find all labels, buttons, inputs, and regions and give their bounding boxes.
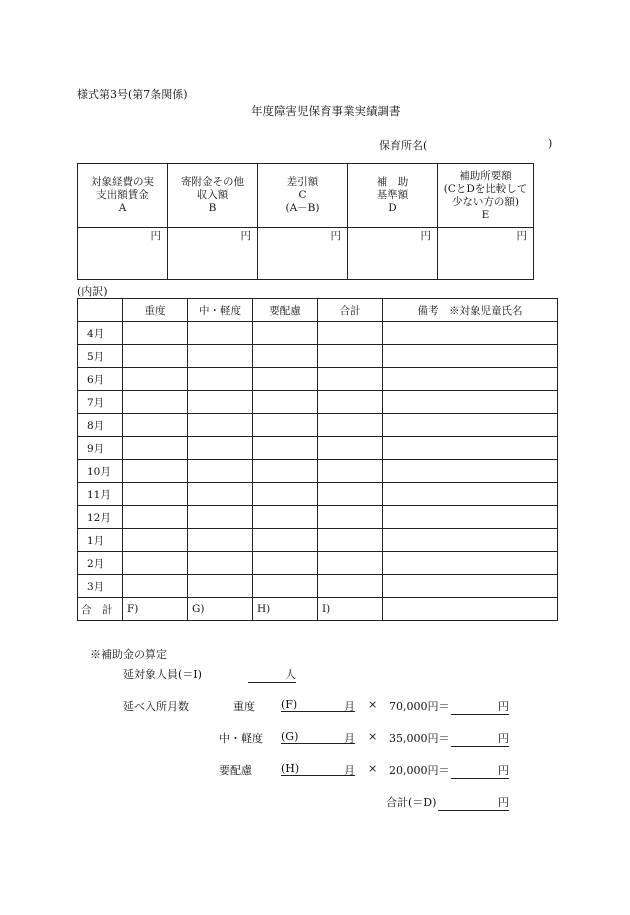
month-cell-mild[interactable]: [188, 391, 253, 414]
month-label: 2月: [78, 552, 123, 575]
month-label: 12月: [78, 506, 123, 529]
grand-total-label: 合計(＝D): [386, 796, 437, 809]
month-cell-total[interactable]: [318, 322, 383, 345]
header-col-d: 補 助 基準額 D: [348, 164, 438, 228]
month-cell-mild[interactable]: [188, 368, 253, 391]
month-label: 5月: [78, 345, 123, 368]
month-cell-mild[interactable]: [188, 460, 253, 483]
month-label: 6月: [78, 368, 123, 391]
month-label: 7月: [78, 391, 123, 414]
month-cell-total[interactable]: [318, 414, 383, 437]
facility-name-label: 保育所名(: [379, 139, 428, 152]
breakdown-label: (内訳): [77, 285, 108, 298]
month-cell-remarks[interactable]: [383, 552, 558, 575]
month-cell-special-care[interactable]: [253, 345, 318, 368]
month-cell-special-care[interactable]: [253, 437, 318, 460]
month-cell-total[interactable]: [318, 552, 383, 575]
month-cell-mild[interactable]: [188, 552, 253, 575]
month-cell-severe[interactable]: [123, 345, 188, 368]
month-cell-remarks[interactable]: [383, 460, 558, 483]
calc-field-special-care[interactable]: (H) 月: [281, 762, 355, 777]
month-cell-remarks[interactable]: [383, 414, 558, 437]
calc-category-severe: 重度: [233, 700, 255, 713]
rate-special-care: 20,000円＝: [389, 764, 450, 777]
header-total: 合計: [318, 299, 383, 322]
calc-heading: ※補助金の算定: [90, 648, 167, 661]
header-severe: 重度: [123, 299, 188, 322]
month-cell-remarks[interactable]: [383, 345, 558, 368]
month-cell-special-care[interactable]: [253, 483, 318, 506]
month-cell-mild[interactable]: [188, 345, 253, 368]
month-cell-severe[interactable]: [123, 460, 188, 483]
month-label: 4月: [78, 322, 123, 345]
month-cell-special-care[interactable]: [253, 322, 318, 345]
month-cell-total[interactable]: [318, 529, 383, 552]
month-row: [78, 391, 558, 414]
month-cell-severe[interactable]: [123, 529, 188, 552]
times-sign: ×: [368, 698, 378, 711]
month-row: [78, 552, 558, 575]
monthly-detail-table: [77, 298, 558, 621]
amount-mild[interactable]: 円: [451, 730, 509, 747]
month-cell-total[interactable]: [318, 483, 383, 506]
month-cell-total[interactable]: [318, 437, 383, 460]
calc-category-mild: 中・軽度: [219, 732, 263, 745]
grand-total-field[interactable]: 円: [438, 794, 509, 811]
month-cell-special-care[interactable]: [253, 552, 318, 575]
month-cell-special-care[interactable]: [253, 368, 318, 391]
month-cell-mild[interactable]: [188, 437, 253, 460]
month-label: 3月: [78, 575, 123, 598]
month-cell-special-care[interactable]: [253, 391, 318, 414]
month-cell-severe[interactable]: [123, 575, 188, 598]
month-cell-special-care[interactable]: [253, 506, 318, 529]
month-cell-severe[interactable]: [123, 483, 188, 506]
form-number-label: 様式第3号(第7条関係): [77, 88, 188, 101]
month-cell-mild[interactable]: [188, 506, 253, 529]
total-total[interactable]: I): [318, 598, 383, 621]
persons-field[interactable]: [248, 666, 296, 683]
month-cell-severe[interactable]: [123, 552, 188, 575]
value-cell-b[interactable]: 円: [168, 228, 258, 280]
value-cell-e[interactable]: 円: [438, 228, 534, 280]
facility-name-close: ): [548, 137, 553, 150]
month-row: [78, 437, 558, 460]
month-row: [78, 506, 558, 529]
value-cell-d[interactable]: 円: [348, 228, 438, 280]
month-row: [78, 414, 558, 437]
month-cell-total[interactable]: [318, 460, 383, 483]
header-col-b: 寄附金その他 収入額 B: [168, 164, 258, 228]
month-cell-remarks[interactable]: [383, 391, 558, 414]
calc-field-severe[interactable]: (F) 月: [281, 698, 355, 713]
total-label: 合 計: [78, 598, 123, 621]
header-blank: [78, 299, 123, 322]
summary-table: [77, 163, 534, 280]
persons-unit: 人: [285, 668, 296, 681]
month-row: [78, 460, 558, 483]
month-label: 10月: [78, 460, 123, 483]
total-special-care[interactable]: H): [253, 598, 318, 621]
month-cell-mild[interactable]: [188, 529, 253, 552]
total-mild[interactable]: G): [188, 598, 253, 621]
month-label: 1月: [78, 529, 123, 552]
month-cell-remarks[interactable]: [383, 437, 558, 460]
month-cell-remarks[interactable]: [383, 322, 558, 345]
total-severe[interactable]: F): [123, 598, 188, 621]
month-cell-severe[interactable]: [123, 368, 188, 391]
header-col-a: 対象経費の実 支出額賃金 A: [78, 164, 168, 228]
value-cell-c[interactable]: 円: [258, 228, 348, 280]
month-cell-special-care[interactable]: [253, 575, 318, 598]
month-cell-remarks[interactable]: [383, 483, 558, 506]
month-row: [78, 368, 558, 391]
month-cell-special-care[interactable]: [253, 414, 318, 437]
month-row: [78, 322, 558, 345]
total-row: [78, 598, 558, 621]
header-special-care: 要配慮: [253, 299, 318, 322]
month-cell-severe[interactable]: [123, 322, 188, 345]
month-cell-total[interactable]: [318, 391, 383, 414]
month-cell-remarks[interactable]: [383, 506, 558, 529]
amount-severe[interactable]: 円: [451, 698, 509, 715]
month-cell-severe[interactable]: [123, 437, 188, 460]
month-cell-total[interactable]: [318, 575, 383, 598]
header-col-c: 差引額 C (A－B): [258, 164, 348, 228]
month-cell-remarks[interactable]: [383, 575, 558, 598]
month-cell-total[interactable]: [318, 368, 383, 391]
month-label: 11月: [78, 483, 123, 506]
header-mild: 中・軽度: [188, 299, 253, 322]
month-cell-remarks[interactable]: [383, 368, 558, 391]
month-row: [78, 345, 558, 368]
month-cell-total[interactable]: [318, 506, 383, 529]
rate-severe: 70,000円＝: [389, 700, 450, 713]
amount-special-care[interactable]: 円: [451, 762, 509, 779]
month-label: 9月: [78, 437, 123, 460]
header-col-e: 補助所要額 (CとDを比較して 少ない方の額) E: [438, 164, 534, 228]
page-title: 年度障害児保育事業実績調書: [251, 104, 401, 118]
calc-field-mild[interactable]: (G) 月: [281, 730, 355, 745]
header-remarks: 備考 ※対象児童氏名: [383, 299, 558, 322]
month-cell-mild[interactable]: [188, 483, 253, 506]
month-cell-mild[interactable]: [188, 414, 253, 437]
total-remarks[interactable]: [383, 598, 558, 621]
month-row: [78, 529, 558, 552]
month-cell-total[interactable]: [318, 345, 383, 368]
times-sign: ×: [368, 762, 378, 775]
month-cell-severe[interactable]: [123, 391, 188, 414]
calc-category-special-care: 要配慮: [219, 764, 252, 777]
months-label: 延べ入所月数: [123, 700, 189, 713]
month-cell-remarks[interactable]: [383, 529, 558, 552]
times-sign: ×: [368, 730, 378, 743]
value-cell-a[interactable]: 円: [78, 228, 168, 280]
month-label: 8月: [78, 414, 123, 437]
month-cell-special-care[interactable]: [253, 460, 318, 483]
month-cell-special-care[interactable]: [253, 529, 318, 552]
month-row: [78, 575, 558, 598]
persons-label: 延対象人員(＝I): [123, 668, 202, 681]
month-cell-severe[interactable]: [123, 506, 188, 529]
rate-mild: 35,000円＝: [389, 732, 450, 745]
month-cell-severe[interactable]: [123, 414, 188, 437]
month-cell-mild[interactable]: [188, 575, 253, 598]
month-cell-mild[interactable]: [188, 322, 253, 345]
month-row: [78, 483, 558, 506]
